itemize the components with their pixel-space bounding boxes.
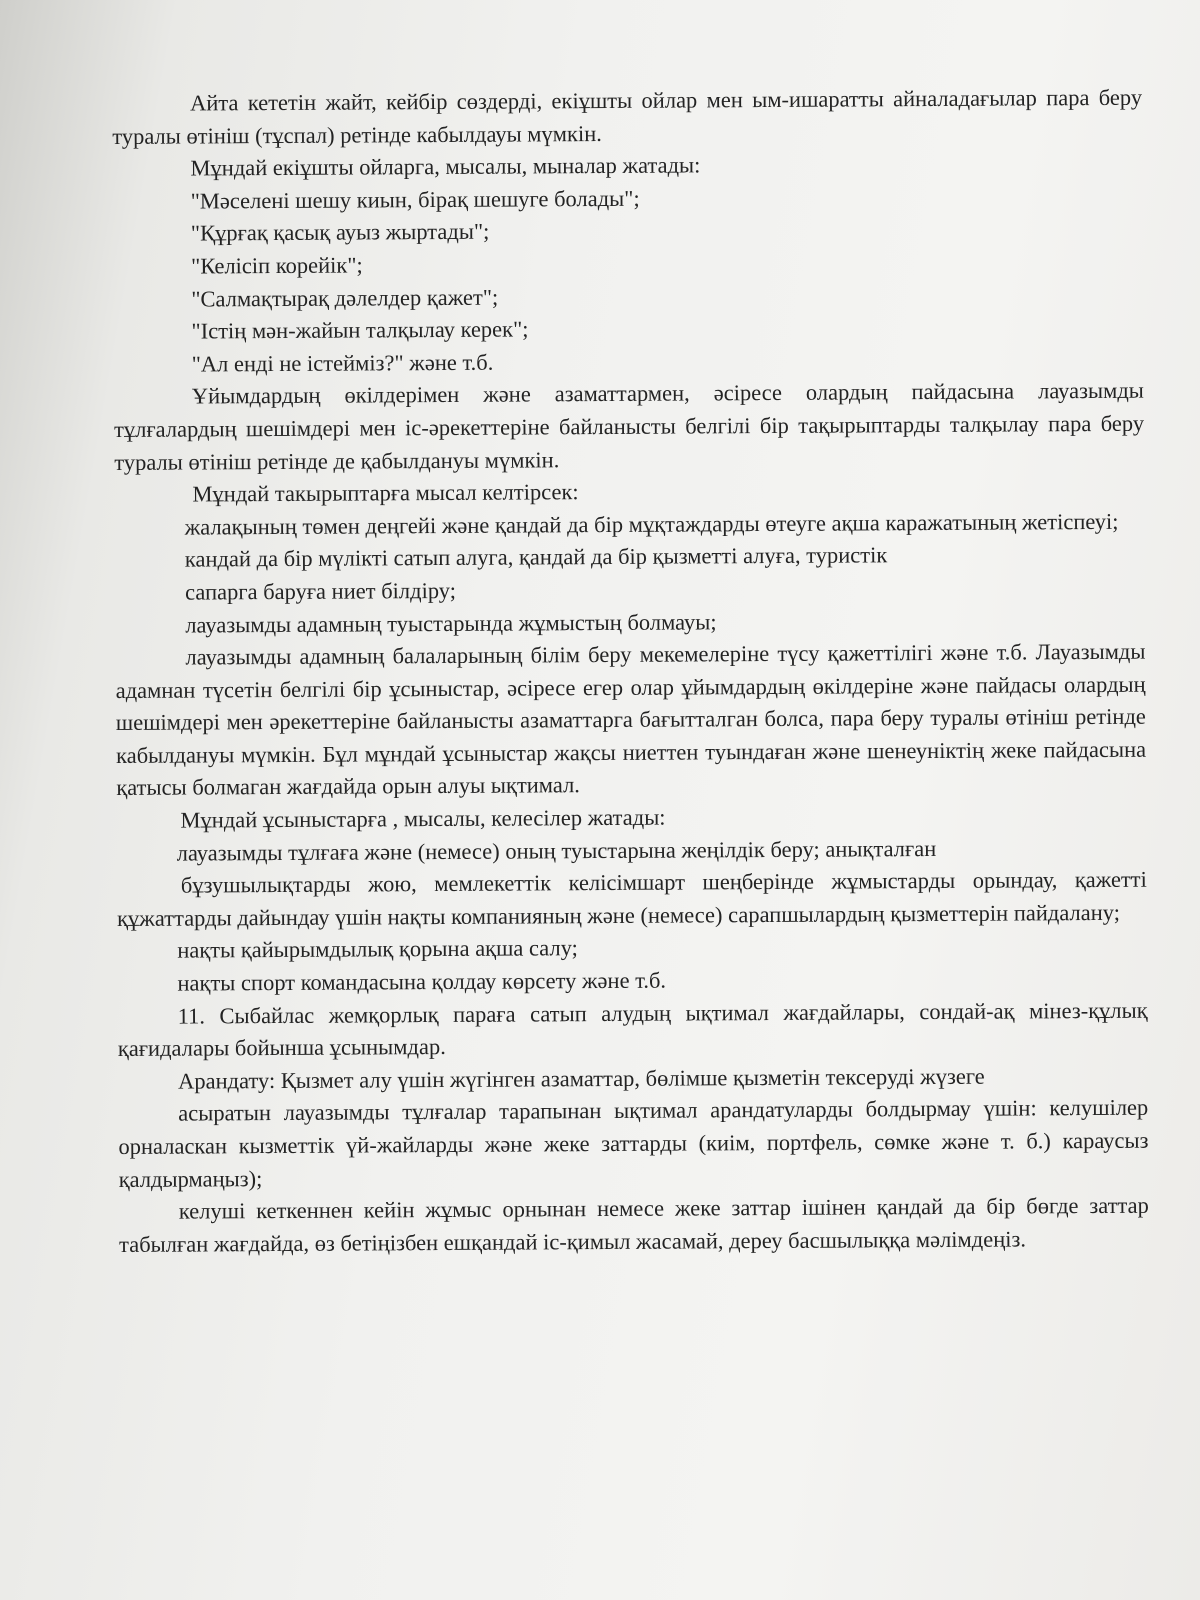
quote-item: "Салмақтырақ дәлелдер қажет"; bbox=[191, 284, 499, 312]
paragraph-topics-discussion: Ұйымдардың өкілдерімен және азаматтармен, әсіресе олардың пайдасына лауазымды тұлғалардың шешімдері мен іс-әрекеттеріне байланысты белгілі бір тақырыптарды талқылау пара беру туралы өтініш ретінде де қабылдануы мүмкін. bbox=[114, 378, 1145, 475]
offer-item: бұзушылықтарды жою, мемлекеттік келісімшарт шеңберінде жұмыстарды орындау, қажетті құжаттарды дайындау үшін нақты компанияның және (немесе) сарапшылардың қызметтерін пайдалану; bbox=[116, 866, 1147, 931]
provocation-paragraph-continued: асыратын лауазымды тұлғалар тарапынан ықтимал арандатуларды болдырмау үшін: келушілер орналаскан кызметтік үй-жайларды және жеке заттарды (киім, портфель, сөмке және т. б.) караусыз қалдырмаңыз); bbox=[118, 1095, 1149, 1192]
topic-item-continued: сапарга баруға ниет білдіру; bbox=[185, 577, 457, 605]
document-body bbox=[112, 82, 1149, 1262]
quote-item: "Мәселені шешу киын, бірақ шешуге болады"; bbox=[190, 185, 640, 214]
offer-item: лауазымды тұлғаға және (немесе) оның туыстарына жеңілдік беру; анықталған bbox=[176, 835, 937, 866]
offer-item: нақты спорт командасына қолдау көрсету және т.б. bbox=[177, 967, 667, 996]
offer-item: нақты қайырымдылық қорына ақша салу; bbox=[177, 935, 578, 964]
provocation-paragraph: Арандату: Қызмет алу үшін жүгінген азаматтар, бөлімше қызметін тексеруді жүзеге bbox=[177, 1063, 985, 1094]
quote-item: "Істің мән-жайын талқылау керек"; bbox=[191, 316, 529, 344]
quote-item: "Келісіп корейік"; bbox=[191, 252, 363, 279]
section-11-heading: 11. Сыбайлас жемқорлық параға сатып алудың ықтимал жағдайлары, сондай-ақ мінез-құлық қағидалары бойынша ұсынымдар. bbox=[117, 997, 1148, 1062]
topic-item: кандай да бір мүлікті сатып алуга, қандай да бір қызметті алуға, туристік bbox=[184, 542, 888, 572]
paragraph-topics-heading: Мұндай такырыптарға мысал келтірсек: bbox=[192, 479, 579, 507]
paragraph-ambiguous-phrases-heading: Мұндай екіұшты ойларга, мысалы, мыналар жатады: bbox=[190, 152, 701, 181]
topic-item: жалақының төмен деңгейі және қандай да бір мұқтаждарды өтеуге ақша каражатының жетіспеуі; bbox=[184, 508, 1119, 540]
paragraph-offers-heading: Мұндай ұсыныстарға , мысалы, келесілер жатады: bbox=[180, 804, 666, 833]
quote-item: "Құрғақ қасық ауыз жыртады"; bbox=[190, 219, 490, 246]
quote-item: "Ал енді не істейміз?" және т.б. bbox=[191, 349, 494, 377]
topic-item: лауазымды адамның туыстарында жұмыстың болмауы; bbox=[185, 608, 717, 638]
paragraph-intro: Айта кететін жайт, кейбір сөздерді, екіұшты ойлар мен ым-ишаратты айналадағылар пара беру туралы өтініш (тұспал) ретінде кабылдауы мүмкін. bbox=[112, 84, 1143, 149]
paragraph-report-to-management: келуші кеткеннен кейін жұмыс орнынан немесе жеке заттар ішінен қандай да бір бөгде заттар табылған жағдайда, өз бетіңізбен ешқандай іс-қимыл жасамай, дереу басшылыққа мәлімдеңіз. bbox=[118, 1192, 1149, 1257]
topic-item-with-explanation: лауазымды адамның балаларының білім беру мекемелеріне түсу қажеттілігі және т.б. Лауазымды адамнан түсетін белгілі бір ұсыныстар, әсіресе егер олар ұйымдардың өкілдеріне және пайдасы олардың шешімдері мен әрекеттеріне байланысты азаматтарга бағытталган болса, пара беру туралы өтініш ретінде кабылдануы мүмкін. Бұл мұндай ұсыныстар жақсы ниеттен туындаған және шенеуніктің жеке пайдасына қатысы болмаган жағдайда орын алуы ықтимал. bbox=[115, 638, 1147, 801]
